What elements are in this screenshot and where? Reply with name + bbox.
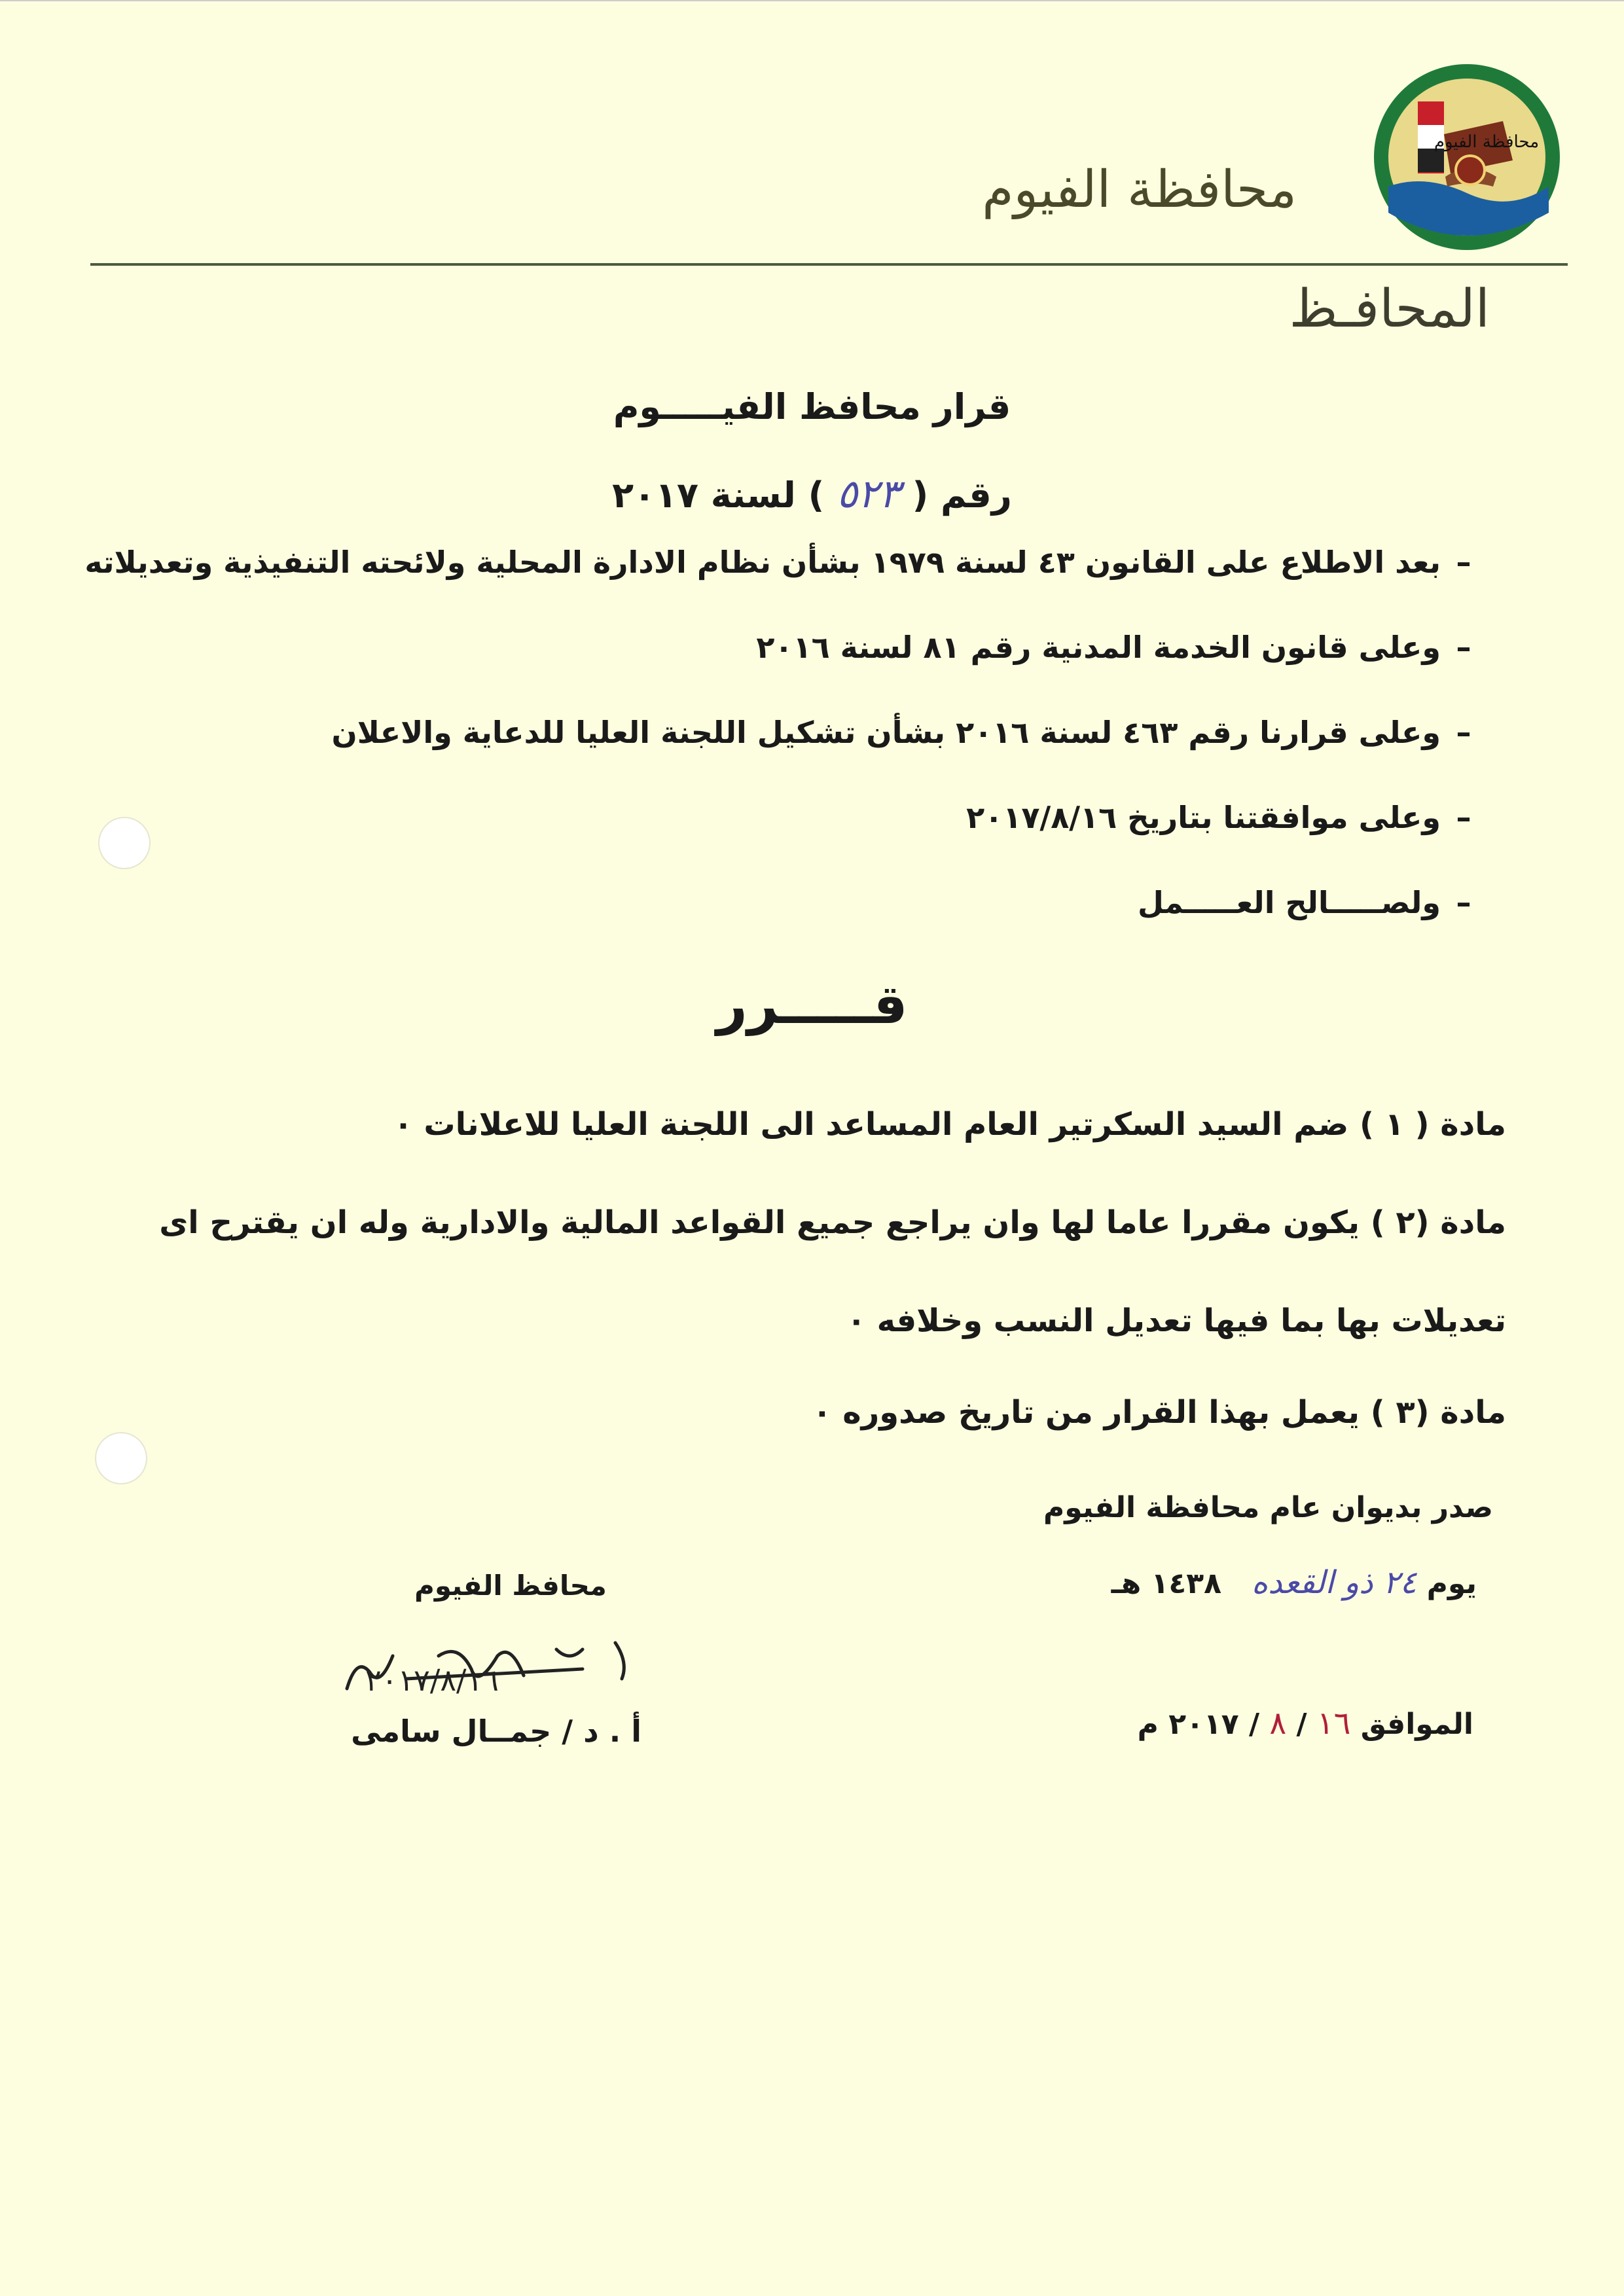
recital-item (84, 543, 1487, 628)
article-3: مادة (٣ ) يعمل بهذا القرار من تاريخ صدوره ٠ (812, 1394, 1506, 1431)
governorate-name: محافظة الفيوم (982, 160, 1297, 219)
hijri-year: ١٤٣٨ هـ (1111, 1567, 1221, 1600)
recital-text: وعلى قانون الخدمة المدنية رقم ٨١ لسنة ٢٠١٦ (756, 630, 1441, 665)
recitals-list (84, 543, 1487, 969)
hijri-date-handwritten: ٢٤ ذو القعده (1251, 1564, 1417, 1601)
recital-dash: – (1456, 545, 1471, 580)
signatory-name: أ . د / جمــال سامى (351, 1713, 641, 1749)
recital-text: وعلى قرارنا رقم ٤٦٣ لسنة ٢٠١٦ بشأن تشكيل اللجنة العليا للدعاية والاعلان (331, 715, 1441, 750)
recital-dash: – (1456, 885, 1471, 920)
article-1: مادة ( ١ ) ضم السيد السكرتير العام المساعد الى اللجنة العليا للاعلانات ٠ (393, 1106, 1506, 1143)
header-divider (90, 263, 1568, 266)
issued-at-line: صدر بديوان عام محافظة الفيوم (1043, 1491, 1493, 1524)
hijri-date-line (888, 1564, 1477, 1601)
punch-hole (95, 1432, 147, 1484)
decision-number-suffix: ) لسنة ٢٠١٧ (612, 475, 825, 516)
page-top-edge (0, 0, 1624, 1)
signature-date: ٢٠١٧/٨/١٦ (365, 1662, 499, 1698)
recital-text: ولصـــــالح العـــــمل (1137, 885, 1441, 920)
signatory-title: محافظ الفيوم (414, 1570, 607, 1602)
greg-year: ٢٠١٧ م (1137, 1708, 1239, 1741)
greg-label: الموافق (1360, 1708, 1473, 1741)
recital-dash: – (1456, 715, 1471, 750)
recital-text: وعلى موافقتنا بتاريخ ٢٠١٧/٨/١٦ (966, 800, 1441, 835)
article-2-continuation: تعديلات بها بما فيها تعديل النسب وخلافه ٠ (846, 1302, 1506, 1339)
recital-item (177, 628, 1487, 713)
decision-number-handwritten: ٥٢٣ (837, 471, 900, 517)
recital-dash: – (1456, 800, 1471, 835)
decision-title: قرار محافظ الفيـــــوم (613, 386, 1011, 427)
decision-number-prefix: رقم ( (912, 475, 1012, 516)
punch-hole (98, 817, 151, 869)
recital-text: بعد الاطلاع على القانون ٤٣ لسنة ١٩٧٩ بشأن نظام الادارة المحلية ولائحته التنفيذية وتعديلاته (84, 545, 1441, 580)
day-label: يوم (1426, 1567, 1477, 1600)
decision-number (0, 471, 1624, 517)
gregorian-date-line: الموافق ١٦ / ٨ / ٢٠١٧ م (1137, 1705, 1473, 1742)
logo-lettering: محافظة الفيوم (1434, 132, 1540, 152)
recital-item (177, 713, 1487, 798)
recital-item (177, 884, 1487, 969)
greg-day: ١٦ (1316, 1705, 1351, 1742)
department-name: المحافـظ (1289, 278, 1490, 339)
greg-month: ٨ (1269, 1705, 1287, 1742)
decree-heading: قـــــرر (716, 974, 908, 1036)
article-2: مادة (٢ ) يكون مقررا عاما لها وان يراجع جميع القواعد المالية والادارية وله ان يقترح اى (159, 1204, 1506, 1241)
recital-dash: – (1456, 630, 1471, 665)
recital-item (177, 798, 1487, 884)
governorate-emblem-logo (1372, 62, 1562, 252)
